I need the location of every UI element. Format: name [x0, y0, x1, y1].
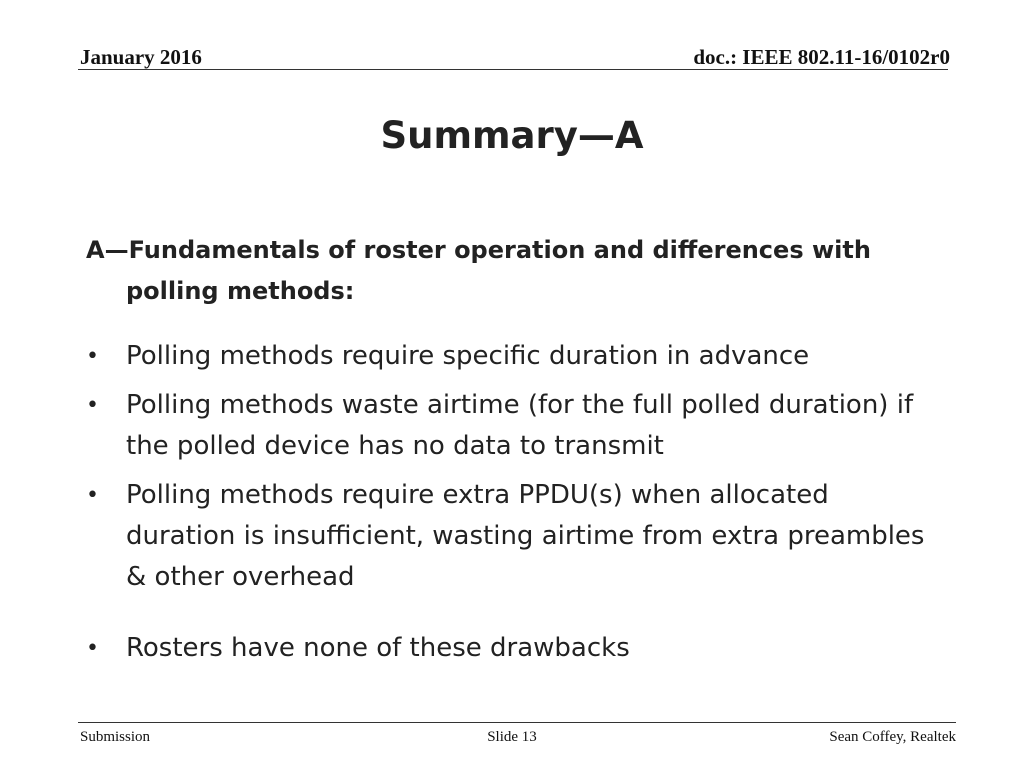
- slide-title: Summary—A: [380, 114, 644, 157]
- bullet-item: [86, 475, 936, 598]
- bullet-icon: •: [86, 636, 99, 661]
- header-divider: [78, 69, 948, 70]
- bullet-item: [86, 336, 936, 377]
- bullet-icon: •: [86, 344, 99, 369]
- footer-submission: Submission: [80, 729, 151, 745]
- footer-slide-number: Slide 13: [487, 729, 537, 745]
- footer-author: Sean Coffey, Realtek: [829, 729, 956, 745]
- bullet-list: [86, 336, 936, 669]
- bullet-item: [86, 385, 936, 467]
- slide-content: [86, 230, 936, 677]
- bullet-text: Rosters have none of these drawbacks: [126, 633, 630, 663]
- header-doc-id: doc.: IEEE 802.11-16/0102r0: [693, 45, 950, 69]
- header-date: January 2016: [80, 45, 202, 69]
- bullet-icon: •: [86, 393, 99, 418]
- footer-divider: [78, 722, 956, 723]
- bullet-text: Polling methods waste airtime (for the full polled duration) if the polled device has no data to transmit: [126, 390, 914, 461]
- bullet-text: Polling methods require extra PPDU(s) when allocated duration is insufficient, wasting airtime from extra preambles & other overhead: [126, 480, 925, 592]
- bullet-icon: •: [86, 483, 99, 508]
- bullet-item: [86, 628, 936, 669]
- bullet-text: Polling methods require specific duration in advance: [126, 341, 810, 371]
- section-heading: A—Fundamentals of roster operation and differences with polling methods:: [86, 236, 871, 305]
